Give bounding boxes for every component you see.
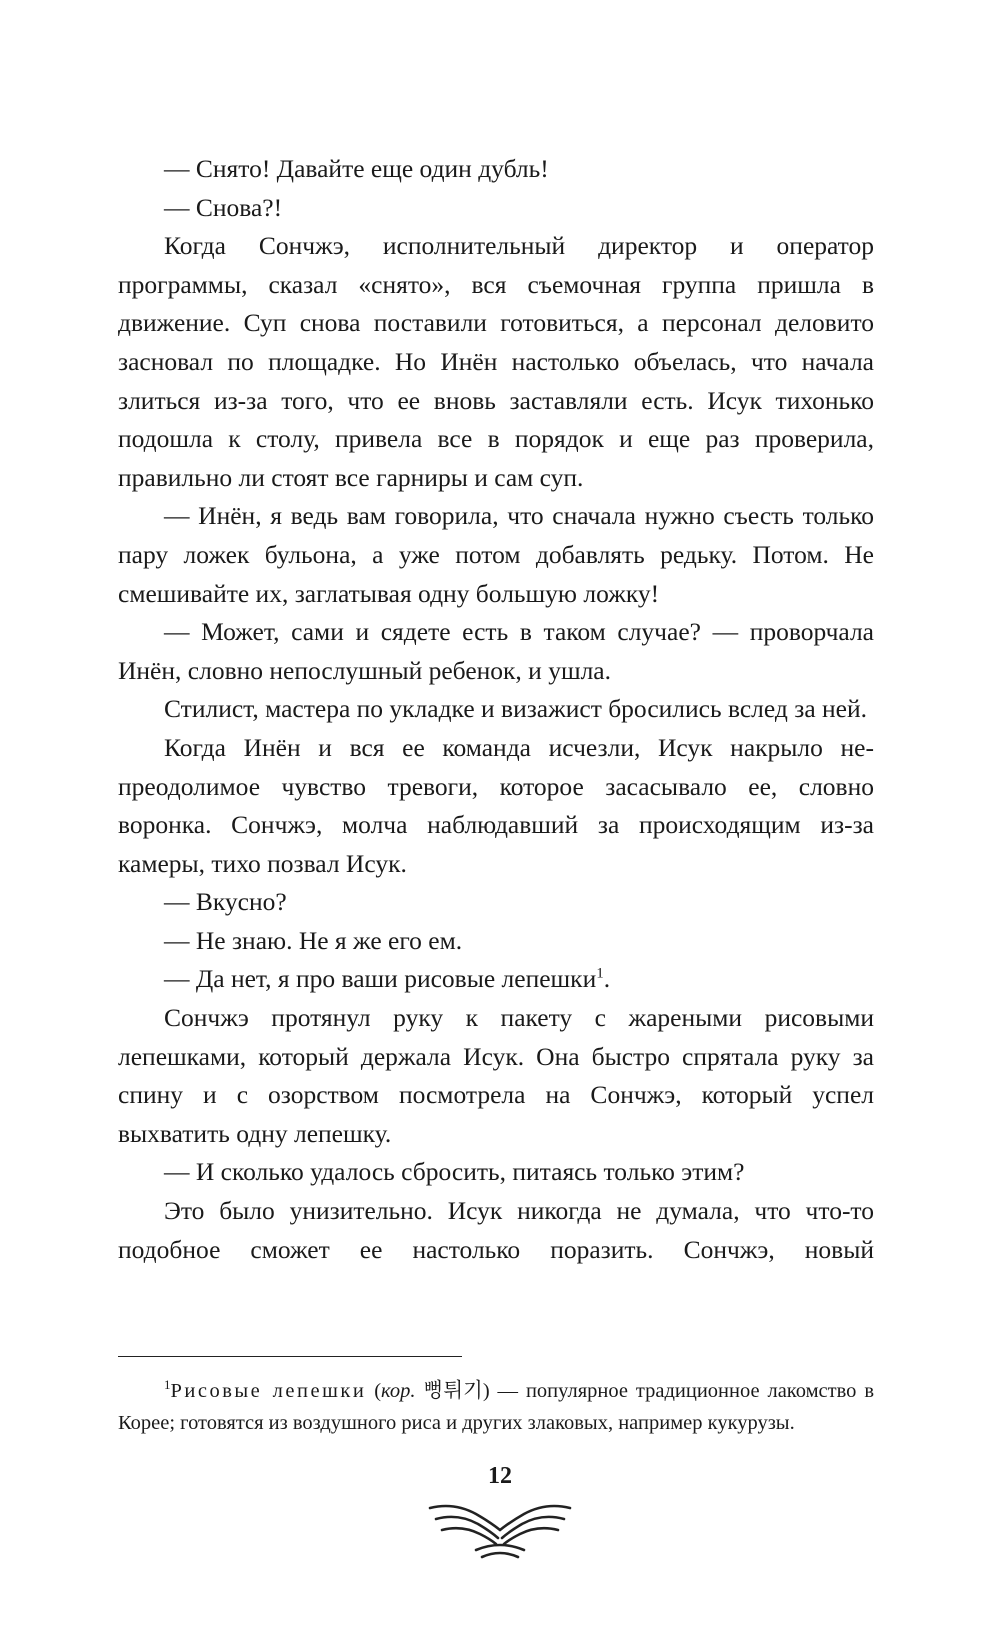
footnote [118, 1375, 874, 1439]
paragraph-with-footnote-ref [118, 960, 874, 999]
paragraph: Сончжэ протянул руку к пакету с жареными рисовыми лепешками, который держала Исук. Она быстро спрятала руку за спину и с озорством посмотрела на Сончжэ, который успел выхватить одну лепешку. [118, 1003, 874, 1148]
footnote-paren: ( [366, 1380, 382, 1402]
footnote-korean: 뻥튀기 [415, 1380, 483, 1402]
footnote-lang-abbr: кор. [381, 1380, 416, 1402]
footnote-number: 1 [164, 1377, 171, 1393]
paragraph-end-punct: . [603, 964, 611, 994]
footnote-divider [118, 1356, 462, 1357]
paragraph: — Может, сами и сядете есть в таком случае? — проворчала Инён, словно непослушный ребенок, и ушла. [118, 617, 874, 685]
footnote-reference[interactable]: 1 [596, 965, 604, 982]
page-number: 12 [488, 1463, 512, 1489]
paragraph: Это было унизительно. Исук никогда не думала, что что-то подобное сможет ее настолько поразить. Сончжэ, новый [118, 1196, 874, 1264]
wave-flourish-icon [424, 1500, 576, 1560]
paragraph: Стилист, мастера по укладке и визажист бросились вслед за ней. [164, 694, 867, 724]
footnote-term: Рисовые лепешки [170, 1380, 367, 1402]
paragraph: — Вкусно? [164, 887, 287, 917]
paragraph: — Инён, я ведь вам говорила, что сначала нужно съесть только пару ложек бульона, а уже потом добавлять редьку. Потом. Не смешивайте их, заглатывая одну большую ложку! [118, 501, 874, 608]
paragraph: — И сколько удалось сбросить, питаясь только этим? [164, 1157, 745, 1187]
paragraph: — Не знаю. Не я же его ем. [164, 925, 463, 955]
paragraph: — Снова?! [164, 192, 283, 222]
main-text [118, 150, 874, 1269]
footnote-text [118, 1375, 874, 1439]
paragraph: — Снято! Давайте еще один дубль! [164, 154, 549, 183]
paragraph-text: — Да нет, я про ваши рисовые лепешки [164, 964, 597, 994]
paragraph: Когда Сончжэ, исполнительный директор и оператор программы, сказал «снято», вся съемочная группа пришла в движение. Суп снова поставили готовиться, а персонал деловито засновал по площадке. Но Инён настолько объелась, что начала злиться из-за того, что ее вновь заставляли есть. Исук тихонько подошла к столу, привела все в порядок и еще раз проверила, правильно ли стоят все гарниры и сам суп. [118, 231, 874, 492]
paragraph: Когда Инён и вся ее команда исчезли, Исук накрыло непреодолимое чувство тревоги, которое засасывало ее, словно воронка. Сончжэ, молча наблюдавший за происходящим из-за камеры, тихо позвал Исук. [118, 732, 874, 878]
footnote-definition: ) — популярное традиционное лакомство в Корее; готовятся из воздушного риса и других злаковых, например кукурузы. [118, 1380, 874, 1434]
